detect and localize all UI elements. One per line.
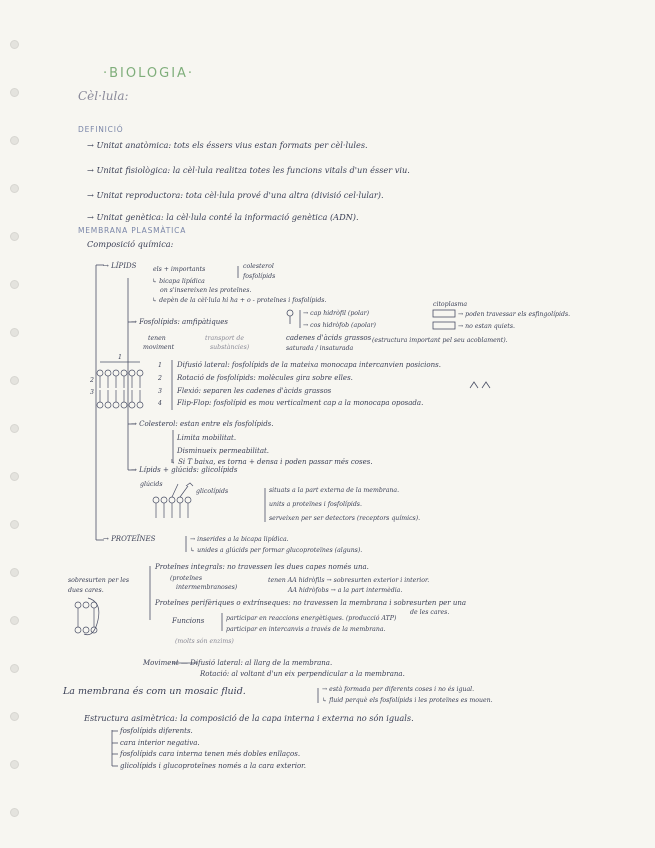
lipids-bicapa: ↳ bicapa lipídica	[152, 278, 205, 285]
funcio-item: participar en intercanvis a través de la membrana.	[226, 626, 386, 633]
asimetrica-item: glicolípids i glucoproteïnes només a la cara exterior.	[120, 762, 306, 770]
mosaic-b: ↳ fluid perquè els fosfolípids i les proteïnes es mouen.	[322, 697, 493, 704]
moviment-item: Rotació de fosfolípids: molècules gira sobre elles.	[177, 374, 353, 382]
moviment-item: Flexió: separen les cadenes d'àcids grassos	[177, 387, 332, 395]
mosaic-a: → està formada per diferents coses i no és igual.	[322, 686, 475, 693]
glucids-item: situats a la part externa de la membrana.	[269, 487, 400, 494]
funcions-label: Funcions	[172, 617, 205, 625]
de-les-cares: de les cares.	[410, 609, 450, 616]
lipids-colesterol: colesterol	[243, 263, 274, 270]
diagram-num: 2	[90, 377, 94, 384]
saturada-label: saturada / insaturada	[286, 345, 354, 352]
moviment-item: Flip-Flop: fosfolípid es mou verticalment cap a la monocapa oposada.	[177, 399, 424, 407]
glicolipids-diagram-label: glicolípids	[196, 488, 229, 495]
tenen-label: tenen	[148, 335, 166, 342]
substancies-label: substàncies)	[210, 344, 250, 351]
podentravessar-note: → poden travessar els esfingolípids.	[458, 311, 571, 318]
section-heading-membrana: MEMBRANA PLASMÀTICA	[78, 226, 187, 235]
proteines-rotacio: Rotació: al voltant d'un eix perpendicular a la membrana.	[200, 670, 405, 678]
diagram-num: 3	[90, 389, 94, 396]
asimetrica-main: Estructura asimètrica: la composició de la capa interna i externa no són iguals.	[84, 713, 414, 723]
transport-label: transport de	[205, 335, 245, 342]
proteines-periferiques: Proteïnes perifèriques o extrínseques: no travessen la membrana i sobresurten per una	[155, 599, 467, 607]
lipids-importants: els + importants	[153, 266, 206, 273]
lipids-fosfolipids: fosfolípids	[243, 273, 276, 280]
glucids-diagram-label: glúcids	[140, 481, 163, 488]
proteines-p2: ↳ unides a glúcids per formar glucoproteïnes (alguns).	[190, 547, 363, 554]
aa-hidrofobs: AA hidròfobs → a la part intermèdia.	[288, 587, 403, 594]
proteines-moviment: Moviment — Difusió lateral: al llarg de la membrana.	[143, 659, 333, 667]
composicio-label: Composició química:	[87, 239, 174, 249]
integrals-sub: intermembranoses)	[176, 584, 238, 591]
proteines-p1: → inserides a la bicapa lipídica.	[190, 536, 289, 543]
funcio-item: participar en reaccions energètiques. (producció ATP)	[226, 615, 397, 622]
definition-item: → Unitat anatòmica: tots els éssers vius estan formats per cèl·lules.	[87, 140, 368, 150]
section-heading-definicio: DEFINICIÓ	[78, 125, 124, 134]
cap-hidrofil: → cap hidròfil (polar)	[303, 310, 370, 317]
lipids-depen: ↳ depèn de la cèl·lula hi ha + o - proteïnes i fosfolípids.	[152, 297, 327, 304]
proteines-label: → PROTEÏNES	[103, 535, 156, 543]
integrals-sub: (proteïnes	[170, 575, 203, 582]
glucids-label: → Lípids + glúcids: glicolípids	[131, 466, 238, 474]
lipids-inserides: on s'insereixen les proteïnes.	[160, 287, 252, 294]
diagram-num: 1	[118, 354, 122, 361]
asimetrica-item: fosfolípids cara interna tenen més dobles enllaços.	[120, 750, 301, 758]
cadenes-acids: cadenes d'àcids grassos	[286, 334, 372, 342]
mov-num: 4	[158, 400, 162, 407]
sobresurten-note: sobresurten per les	[68, 577, 130, 584]
asimetrica-item: fosfolípids diferents.	[120, 727, 193, 735]
glucids-item: serveixen per ser detectors (receptors químics).	[269, 515, 421, 522]
cos-hidrofob: → cos hidròfob (apolar)	[303, 322, 376, 329]
page-subtitle: Cèl·lula:	[78, 89, 129, 103]
colesterol-label: → Colesterol: estan entre els fosfolípids.	[131, 420, 274, 428]
definition-item: → Unitat reproductora: tota cèl·lula prové d'una altra (divisió cel·lular).	[87, 190, 384, 200]
mov-num: 3	[158, 388, 162, 395]
definition-item: → Unitat fisiològica: la cèl·lula realitza totes les funcions vitals d'un ésser viu.	[87, 165, 410, 175]
colesterol-item: Disminueix permeabilitat.	[177, 447, 270, 455]
mov-num: 1	[158, 362, 162, 369]
definition-item: → Unitat genètica: la cèl·lula conté la informació genètica (ADN).	[87, 212, 359, 222]
proteines-integrals: Proteïnes integrals: no travessen les dues capes només una.	[155, 563, 369, 571]
mov-num: 2	[158, 375, 162, 382]
duescares-note: dues cares.	[68, 587, 104, 594]
glucids-item: units a proteïnes i fosfolípids.	[269, 501, 362, 508]
noestan-note: → no estan quiets.	[458, 323, 516, 330]
colesterol-item: ↳ Si T baixa, es torna + densa i poden passar més coses.	[170, 458, 373, 466]
moviment-item: Difusió lateral: fosfolípids de la mateixa monocapa intercanvien posicions.	[177, 361, 441, 369]
enzims-note: (molts són enzims)	[175, 638, 234, 645]
tenen-aa: tenen AA hidròfils → sobresurten exterior i interior.	[268, 577, 430, 584]
estructura-note: (estructura important pel seu acoblament).	[372, 337, 508, 344]
moviment-label: moviment	[143, 344, 175, 351]
citoplasma-label: citoplasma	[433, 301, 468, 308]
asimetrica-item: cara interior negativa.	[120, 739, 200, 747]
fosfolipids-label: → Fosfolípids: amfipàtiques	[131, 318, 228, 326]
colesterol-item: Limita mobilitat.	[177, 434, 237, 442]
page-title: ·BIOLOGIA·	[103, 66, 195, 81]
mosaic-main: La membrana és com un mosaic fluid.	[63, 686, 246, 697]
lipids-label: → LÍPIDS	[103, 262, 137, 270]
